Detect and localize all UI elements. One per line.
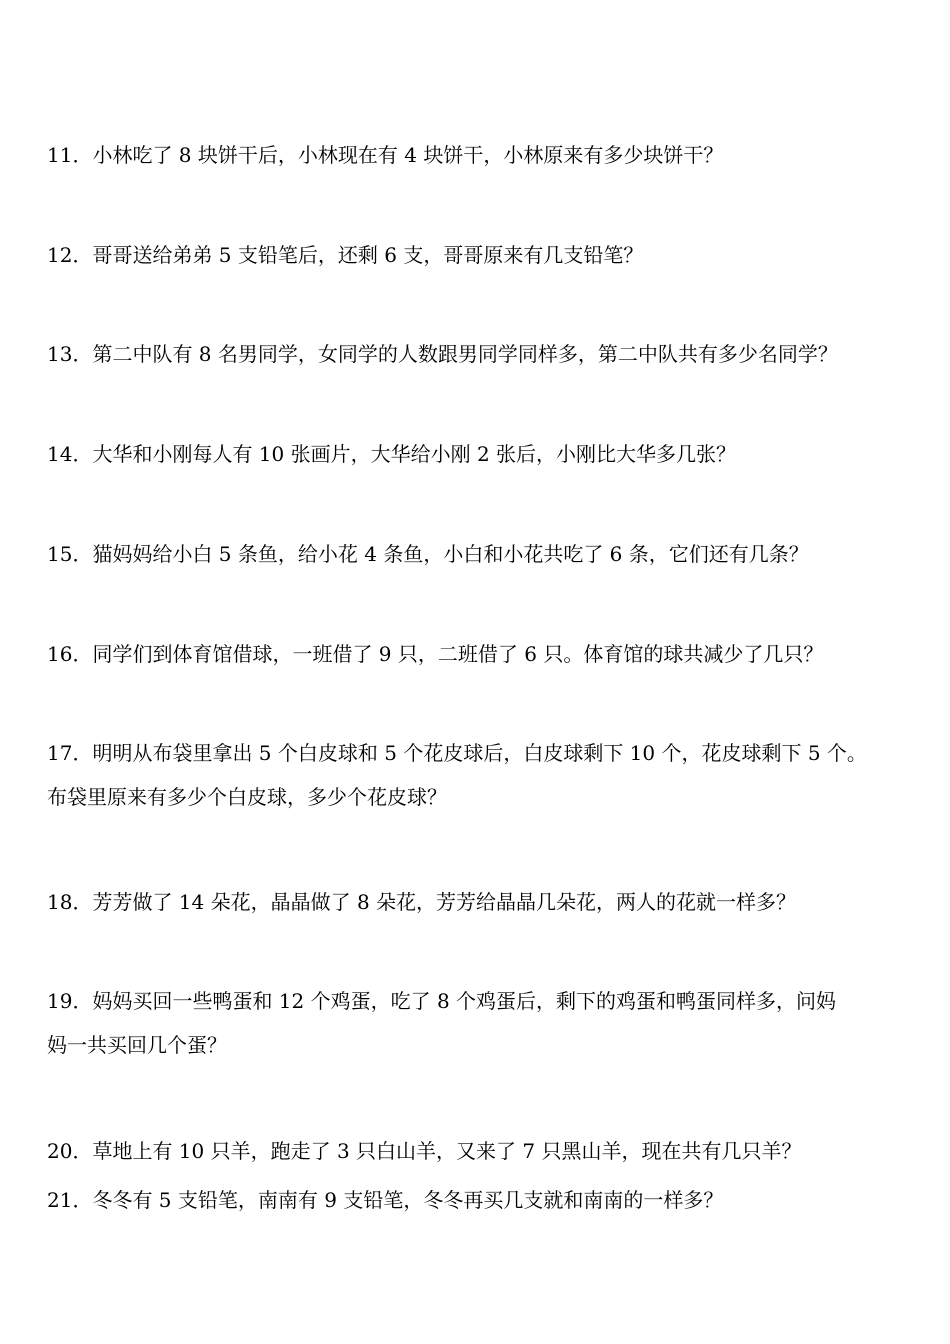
question-text: 14．大华和小刚每人有 10 张画片，大华给小刚 2 张后，小刚比大华多几张？ xyxy=(47,442,737,466)
question-text: 13．第二中队有 8 名男同学，女同学的人数跟男同学同样多，第二中队共有多少名同学？ xyxy=(47,342,838,366)
question-text: 15．猫妈妈给小白 5 条鱼，给小花 4 条鱼，小白和小花共吃了 6 条，它们还有几条？ xyxy=(47,542,809,566)
question-12 xyxy=(47,233,917,277)
question-18 xyxy=(47,880,917,924)
question-text-continued: 妈一共买回几个蛋？ xyxy=(47,1033,227,1057)
question-16 xyxy=(47,632,917,676)
question-text: 18．芳芳做了 14 朵花，晶晶做了 8 朵花，芳芳给晶晶几朵花，两人的花就一样多？ xyxy=(47,890,797,914)
question-text: 17．明明从布袋里拿出 5 个白皮球和 5 个花皮球后，白皮球剩下 10 个，花皮球剩下 5 个。 xyxy=(47,741,867,765)
question-20 xyxy=(47,1129,917,1173)
question-text: 20．草地上有 10 只羊，跑走了 3 只白山羊，又来了 7 只黑山羊，现在共有几只羊？ xyxy=(47,1139,802,1163)
question-11 xyxy=(47,133,917,177)
question-text: 21．冬冬有 5 支铅笔，南南有 9 支铅笔，冬冬再买几支就和南南的一样多？ xyxy=(47,1188,724,1212)
question-text: 19．妈妈买回一些鸭蛋和 12 个鸡蛋，吃了 8 个鸡蛋后，剩下的鸡蛋和鸭蛋同样多，问妈 xyxy=(47,989,837,1013)
question-text: 16．同学们到体育馆借球，一班借了 9 只，二班借了 6 只。体育馆的球共减少了几只？ xyxy=(47,642,824,666)
question-text-continued: 布袋里原来有多少个白皮球，多少个花皮球？ xyxy=(47,785,447,809)
question-15 xyxy=(47,532,917,576)
question-17 xyxy=(47,731,917,819)
question-21 xyxy=(47,1178,917,1222)
question-text: 12．哥哥送给弟弟 5 支铅笔后，还剩 6 支，哥哥原来有几支铅笔？ xyxy=(47,243,644,267)
question-text: 11．小林吃了 8 块饼干后，小林现在有 4 块饼干，小林原来有多少块饼干？ xyxy=(47,143,724,167)
question-14 xyxy=(47,432,917,476)
question-13 xyxy=(47,332,917,376)
question-19 xyxy=(47,979,917,1067)
